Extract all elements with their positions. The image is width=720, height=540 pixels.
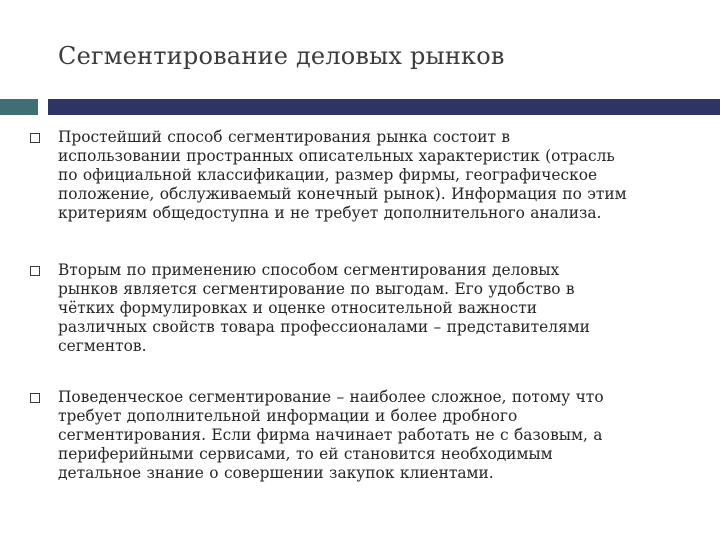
bullet-line: различных свойств товара профессионалами – представителями [58, 318, 590, 336]
bullet-item [30, 388, 720, 483]
bullet-line: сегментирования. Если фирма начинает работать не с базовым, а [58, 426, 603, 444]
bullet-item [30, 261, 720, 356]
bullet-line: сегментов. [58, 337, 147, 355]
bullet-line: требует дополнительной информации и более дробного [58, 407, 518, 425]
bullet-line: чётких формулировках и оценке относительной важности [58, 299, 537, 317]
square-bullet-icon [30, 266, 40, 276]
bullet-line: критериям общедоступна и не требует дополнительного анализа. [58, 204, 602, 222]
bullet-line: детальное знание о совершении закупок клиентами. [58, 464, 494, 482]
bullet-line: рынков является сегментирование по выгодам. Его удобство в [58, 280, 575, 298]
header-rule-accent [0, 99, 38, 115]
header-rule-bar [48, 99, 720, 115]
bullet-line: Простейший способ сегментирования рынка состоит в [58, 128, 511, 146]
slide-title: Сегментирование деловых рынков [58, 42, 505, 70]
square-bullet-icon [30, 393, 40, 403]
bullet-line: использовании пространных описательных характеристик (отрасль [58, 147, 615, 165]
square-bullet-icon [30, 133, 40, 143]
bullet-item [30, 128, 720, 223]
bullet-line: периферийными сервисами, то ей становится необходимым [58, 445, 553, 463]
bullet-line: Вторым по применению способом сегментирования деловых [58, 261, 560, 279]
bullet-line: положение, обслуживаемый конечный рынок). Информация по этим [58, 185, 627, 203]
bullet-line: Поведенческое сегментирование – наиболее сложное, потому что [58, 388, 604, 406]
bullet-line: по официальной классификации, размер фирмы, географическое [58, 166, 598, 184]
